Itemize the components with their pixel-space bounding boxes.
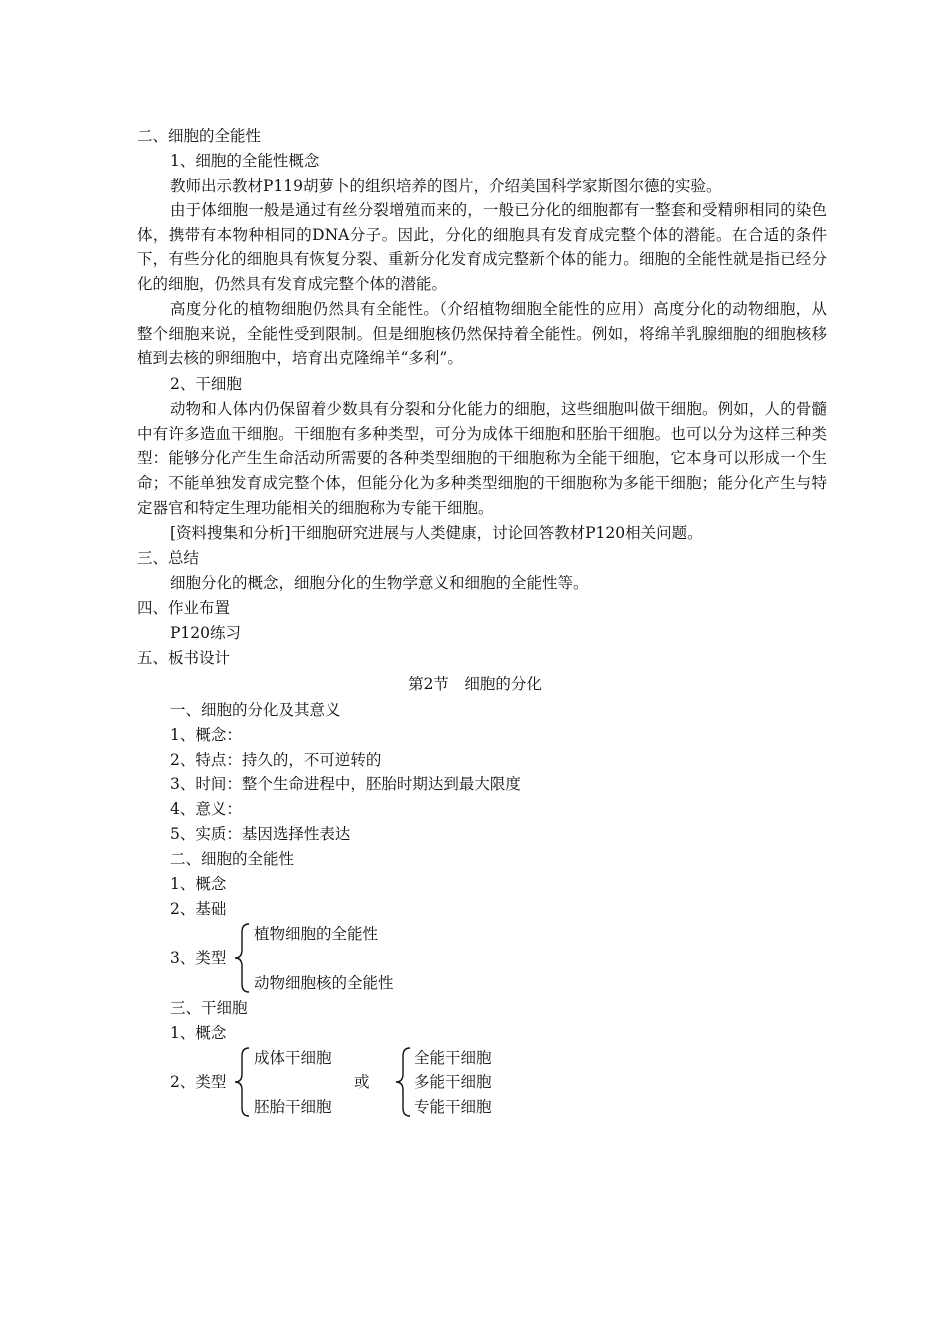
board-heading: 一、细胞的分化及其意义 [170, 701, 341, 719]
board-heading: 二、细胞的全能性 [170, 850, 295, 868]
board-item: 4、意义： [170, 800, 242, 818]
paragraph: 由于体细胞一般是通过有丝分裂增殖而来的，一般已分化的细胞都有一整套和受精卵相同的染色体，携带有本物种相同的DNA分子。因此，分化的细胞具有发育成完整个体的潜能。在合适的条件下，有些分化的细胞具有恢复分裂、重新分化发育成完整新个体的能力。细胞的全能性就是指已经分化的细胞，仍然具有发育成完整个体的潜能。 [137, 201, 827, 294]
section-heading: 四、作业布置 [137, 599, 231, 617]
board-item: 多能干细胞 [414, 1073, 492, 1091]
board-item: 胚胎干细胞 [254, 1098, 332, 1116]
board-item: 2、类型 [170, 1073, 227, 1091]
board-item: 2、基础 [170, 900, 227, 918]
paragraph: P120练习 [170, 624, 242, 642]
paragraph: 教师出示教材P119胡萝卜的组织培养的图片，介绍美国科学家斯图尔德的实验。 [170, 177, 722, 195]
board-heading: 三、干细胞 [170, 999, 248, 1017]
board-item: 动物细胞核的全能性 [254, 974, 394, 992]
paragraph: 高度分化的植物细胞仍然具有全能性。（介绍植物细胞全能性的应用）高度分化的动物细胞，从整个细胞来说，全能性受到限制。但是细胞核仍然保持着全能性。例如，将绵羊乳腺细胞的细胞核移植到去核的卵细胞中，培育出克隆绵羊“多利”。 [137, 300, 827, 368]
section-heading: 三、总结 [137, 549, 200, 567]
section-heading: 五、板书设计 [137, 649, 231, 667]
subheading: 1、细胞的全能性概念 [170, 152, 320, 170]
board-item: 3、类型 [170, 949, 227, 967]
board-item: 植物细胞的全能性 [254, 925, 379, 943]
paragraph: [资料搜集和分析]干细胞研究进展与人类健康，讨论回答教材P120相关问题。 [170, 524, 703, 542]
board-item: 1、概念 [170, 1024, 227, 1042]
board-title: 第2节 细胞的分化 [408, 675, 542, 693]
board-item: 全能干细胞 [414, 1049, 492, 1067]
section-heading: 二、细胞的全能性 [137, 127, 262, 145]
board-item: 1、概念： [170, 726, 242, 744]
left-brace-icon [232, 922, 252, 994]
paragraph: 细胞分化的概念，细胞分化的生物学意义和细胞的全能性等。 [170, 574, 589, 592]
board-item: 成体干细胞 [254, 1049, 332, 1067]
board-item: 1、概念 [170, 875, 227, 893]
left-brace-icon [232, 1046, 252, 1118]
board-item: 2、特点：持久的，不可逆转的 [170, 751, 382, 769]
board-item: 专能干细胞 [414, 1098, 492, 1116]
subheading: 2、干细胞 [170, 375, 242, 393]
board-connector: 或 [354, 1073, 370, 1091]
board-item: 3、时间：整个生命进程中，胚胎时期达到最大限度 [170, 775, 521, 793]
paragraph: 动物和人体内仍保留着少数具有分裂和分化能力的细胞，这些细胞叫做干细胞。例如，人的骨髓中有许多造血干细胞。干细胞有多种类型，可分为成体干细胞和胚胎干细胞。也可以分为这样三种类型：能够分化产生生命活动所需要的各种类型细胞的干细胞称为全能干细胞，它本身可以形成一个生命；不能单独发育成完整个体，但能分化为多种类型细胞的干细胞称为多能干细胞；能分化产生与特定器官和特定生理功能相关的细胞称为专能干细胞。 [137, 400, 827, 517]
left-brace-icon [393, 1046, 413, 1118]
board-item: 5、实质：基因选择性表达 [170, 825, 351, 843]
